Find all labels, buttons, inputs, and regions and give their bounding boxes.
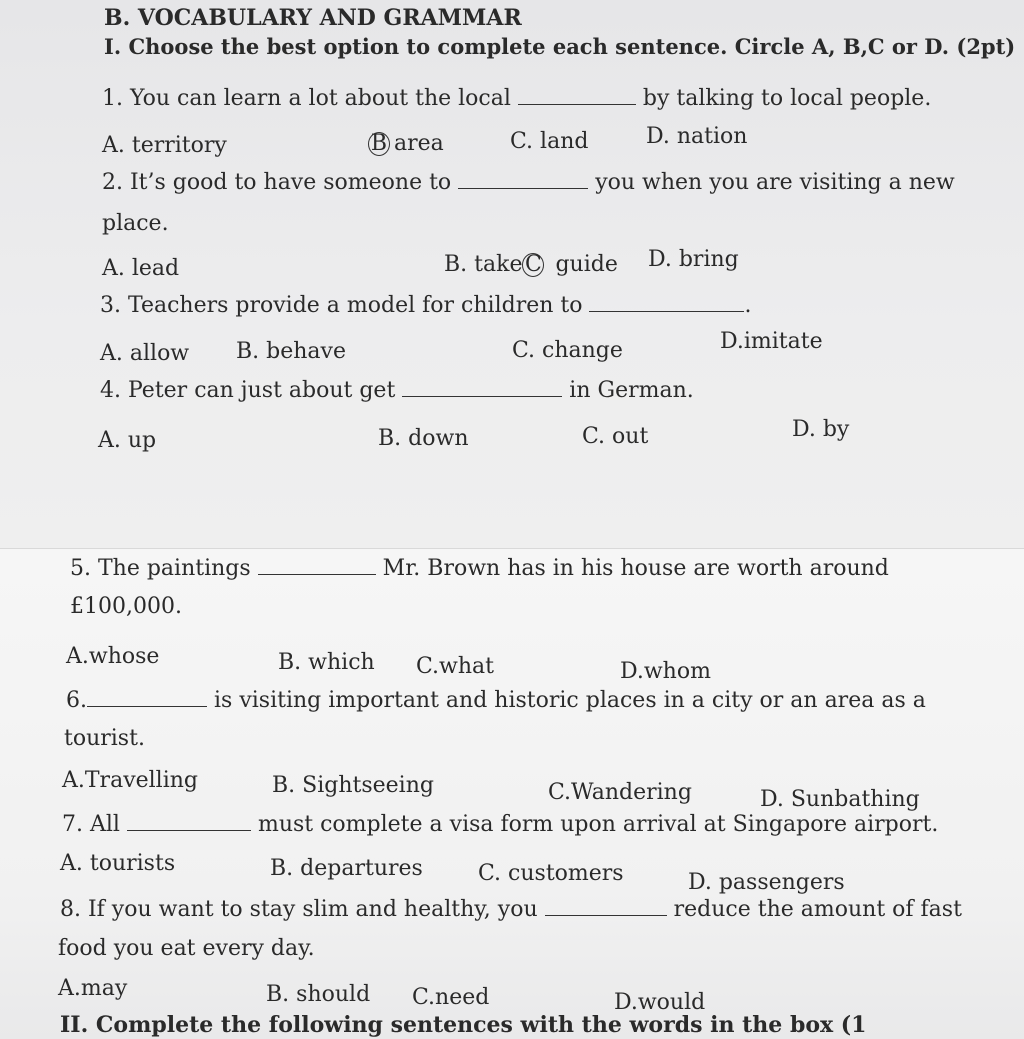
option-b: B. departures <box>270 856 423 881</box>
option-d: D. by <box>792 417 850 442</box>
answer-blank <box>458 170 588 189</box>
circled-answer-icon: B <box>368 132 390 156</box>
option-a: A. up <box>98 428 157 453</box>
option-d: D. passengers <box>688 870 845 895</box>
question-7-text: 7. All must complete a visa form upon arrival at Singapore airport. <box>62 812 939 837</box>
option-c: C. change <box>512 338 623 363</box>
answer-blank <box>518 86 636 105</box>
question-2-text: 2. It’s good to have someone to you when you are visiting a new <box>102 170 955 195</box>
question-3-text: 3. Teachers provide a model for children to . <box>100 293 752 318</box>
option-a: A.may <box>58 976 128 1001</box>
option-a: A. territory <box>102 133 227 158</box>
answer-blank <box>545 897 667 916</box>
option-a: A.Travelling <box>62 768 198 793</box>
answer-blank <box>87 688 207 707</box>
question-5-continuation: £100,000. <box>70 594 182 619</box>
option-c: C. land <box>510 129 589 154</box>
answer-blank <box>258 556 376 575</box>
option-b: B. behave <box>236 339 346 364</box>
question-6-text: 6. is visiting important and historic places in a city or an area as a <box>66 688 926 713</box>
question-4-text: 4. Peter can just about get in German. <box>100 378 694 403</box>
option-a: A. lead <box>102 256 180 281</box>
next-section-heading: II. Complete the following sentences with the words in the box (1 <box>60 1012 867 1038</box>
circled-answer-icon: C <box>522 253 544 277</box>
answer-blank <box>127 812 251 831</box>
option-c: C. customers <box>478 861 624 886</box>
option-c: C.Wandering <box>548 780 692 805</box>
option-c: C. out <box>582 424 649 449</box>
option-c: C.what <box>416 654 494 679</box>
option-b: B. should <box>266 982 371 1007</box>
section-instruction: I. Choose the best option to complete each sentence. Circle A, B,C or D. (2pt) <box>104 34 1016 59</box>
option-b-c-circled: B. take C guide <box>444 252 618 277</box>
question-6-continuation: tourist. <box>64 726 145 751</box>
option-a: A.whose <box>66 644 160 669</box>
question-5-text: 5. The paintings Mr. Brown has in his house are worth around <box>70 556 889 581</box>
option-c: C.need <box>412 985 490 1010</box>
option-d: D.whom <box>620 659 711 684</box>
answer-blank <box>402 378 562 397</box>
option-b: B. which <box>278 650 375 675</box>
option-a: A. tourists <box>60 851 176 876</box>
option-d: D. bring <box>648 247 739 272</box>
question-8-continuation: food you eat every day. <box>58 936 315 961</box>
answer-blank <box>589 293 744 312</box>
question-8-text: 8. If you want to stay slim and healthy, you reduce the amount of fast <box>60 897 962 922</box>
option-d: D.would <box>614 990 706 1015</box>
option-d: D. Sunbathing <box>760 787 920 812</box>
option-a: A. allow <box>100 341 190 366</box>
question-2-continuation: place. <box>102 211 169 236</box>
option-b: B. down <box>378 426 469 451</box>
option-d: D. nation <box>646 124 748 149</box>
option-b: B. Sightseeing <box>272 773 434 798</box>
question-1-text: 1. You can learn a lot about the local by talking to local people. <box>102 86 932 111</box>
option-b-circled: B area <box>368 131 444 157</box>
option-d: D.imitate <box>720 329 823 354</box>
section-heading: B. VOCABULARY AND GRAMMAR <box>104 5 522 31</box>
